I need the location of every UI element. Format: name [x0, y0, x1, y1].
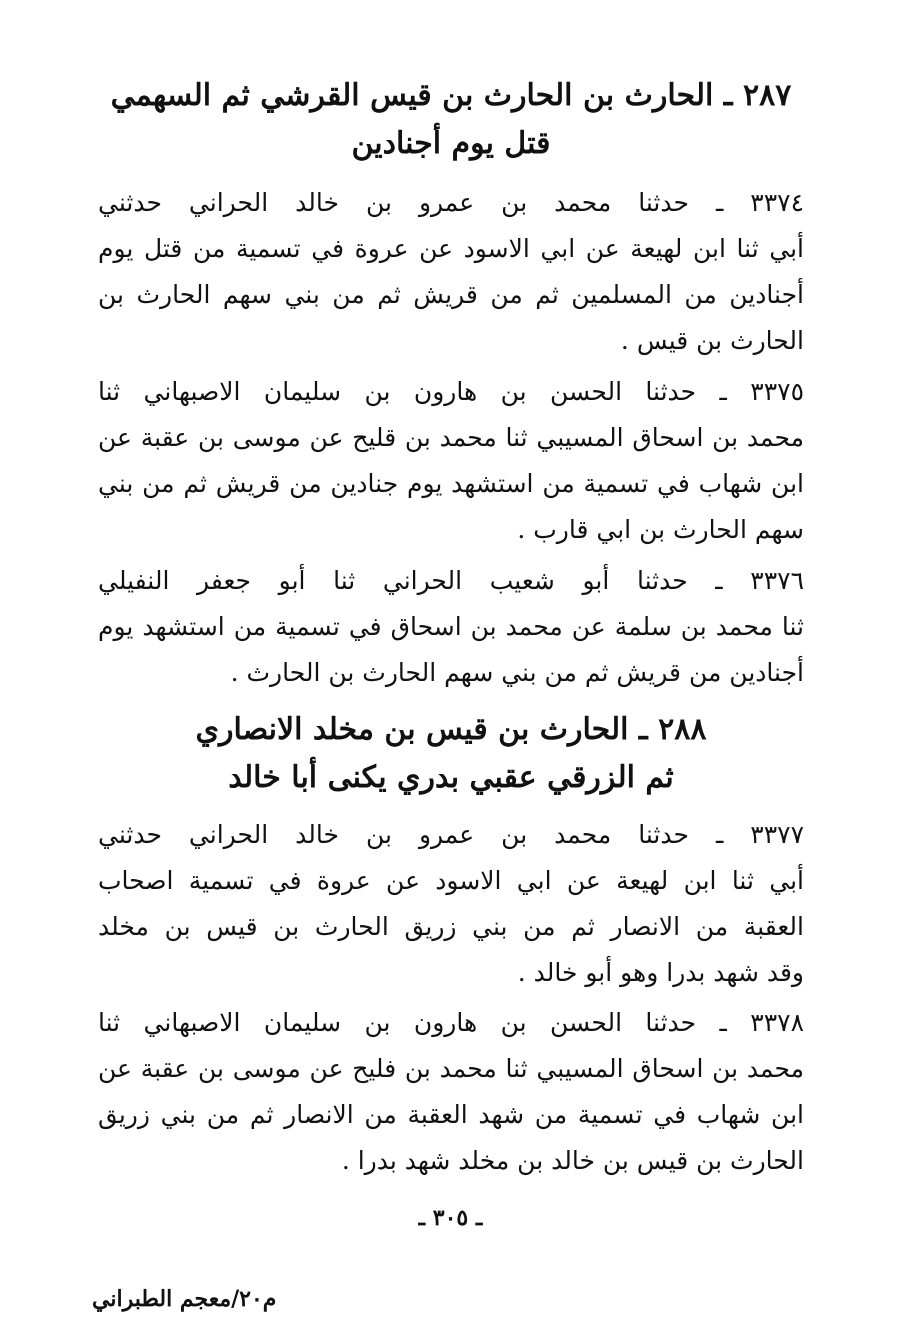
hadith-3375-line: ابن شهاب في تسمية من استشهد يوم جنادين من قريش ثم من بني — [98, 469, 804, 498]
hadith-3378-line: ابن شهاب في تسمية من شهد العقبة من الانصار ثم من بني زريق — [98, 1100, 804, 1129]
hadith-3377 — [98, 812, 804, 996]
hadith-3377-line: ٣٣٧٧ ـ حدثنا محمد بن عمرو بن خالد الحراني حدثني — [98, 820, 804, 849]
hadith-3374-line: أجنادين من المسلمين ثم من قريش ثم من بني سهم الحارث بن — [98, 280, 804, 309]
hadith-3375-line: ٣٣٧٥ ـ حدثنا الحسن بن هارون بن سليمان الاصبهاني ثنا — [98, 377, 804, 406]
hadith-3378 — [98, 1000, 804, 1184]
footer-signature: م٢٠/معجم الطبراني — [92, 1286, 277, 1312]
hadith-3378-line: الحارث بن قيس بن خالد بن مخلد شهد بدرا . — [341, 1146, 804, 1175]
hadith-3374-line: ٣٣٧٤ ـ حدثنا محمد بن عمرو بن خالد الحراني حدثني — [98, 188, 804, 217]
heading-288-title: ٢٨٨ ـ الحارث بن قيس بن مخلد الانصاري — [195, 712, 707, 747]
hadith-3376-line: ثنا محمد بن سلمة عن محمد بن اسحاق في تسمية من استشهد يوم — [98, 612, 804, 641]
hadith-3378-line: محمد بن اسحاق المسيبي ثنا محمد بن فليح عن موسى بن عقبة عن — [98, 1054, 804, 1083]
hadith-3377-line: العقبة من الانصار ثم من بني زريق الحارث بن قيس بن مخلد — [98, 912, 804, 941]
hadith-3377-line: وقد شهد بدرا وهو أبو خالد . — [517, 958, 804, 987]
heading-287-subtitle: قتل يوم أجنادين — [351, 126, 551, 161]
hadith-3378-line: ٣٣٧٨ ـ حدثنا الحسن بن هارون بن سليمان الاصبهاني ثنا — [98, 1008, 804, 1037]
hadith-3377-line: أبي ثنا ابن لهيعة عن ابي الاسود عن عروة في تسمية اصحاب — [98, 866, 804, 895]
hadith-3374-line: الحارث بن قيس . — [620, 326, 804, 355]
heading-entry-288 — [98, 706, 804, 802]
hadith-3376-line: ٣٣٧٦ ـ حدثنا أبو شعيب الحراني ثنا أبو جعفر النفيلي — [98, 566, 804, 595]
hadith-3374 — [98, 180, 804, 364]
hadith-3374-line: أبي ثنا ابن لهيعة عن ابي الاسود عن عروة في تسمية من قتل يوم — [98, 234, 804, 263]
heading-288-subtitle: ثم الزرقي عقبي بدري يكنى أبا خالد — [228, 760, 674, 795]
hadith-3376-line: أجنادين من قريش ثم من بني سهم الحارث بن الحارث . — [230, 658, 804, 687]
hadith-3375-line: محمد بن اسحاق المسيبي ثنا محمد بن قليح عن موسى بن عقبة عن — [98, 423, 804, 452]
hadith-3375 — [98, 369, 804, 553]
heading-entry-287 — [98, 72, 804, 168]
hadith-3375-line: سهم الحارث بن ابي قارب . — [517, 515, 804, 544]
heading-287-title: ٢٨٧ ـ الحارث بن الحارث بن قيس القرشي ثم السهمي — [110, 78, 792, 113]
page-number: ـ ٣٠٥ ـ — [418, 1205, 483, 1231]
hadith-3376 — [98, 558, 804, 696]
